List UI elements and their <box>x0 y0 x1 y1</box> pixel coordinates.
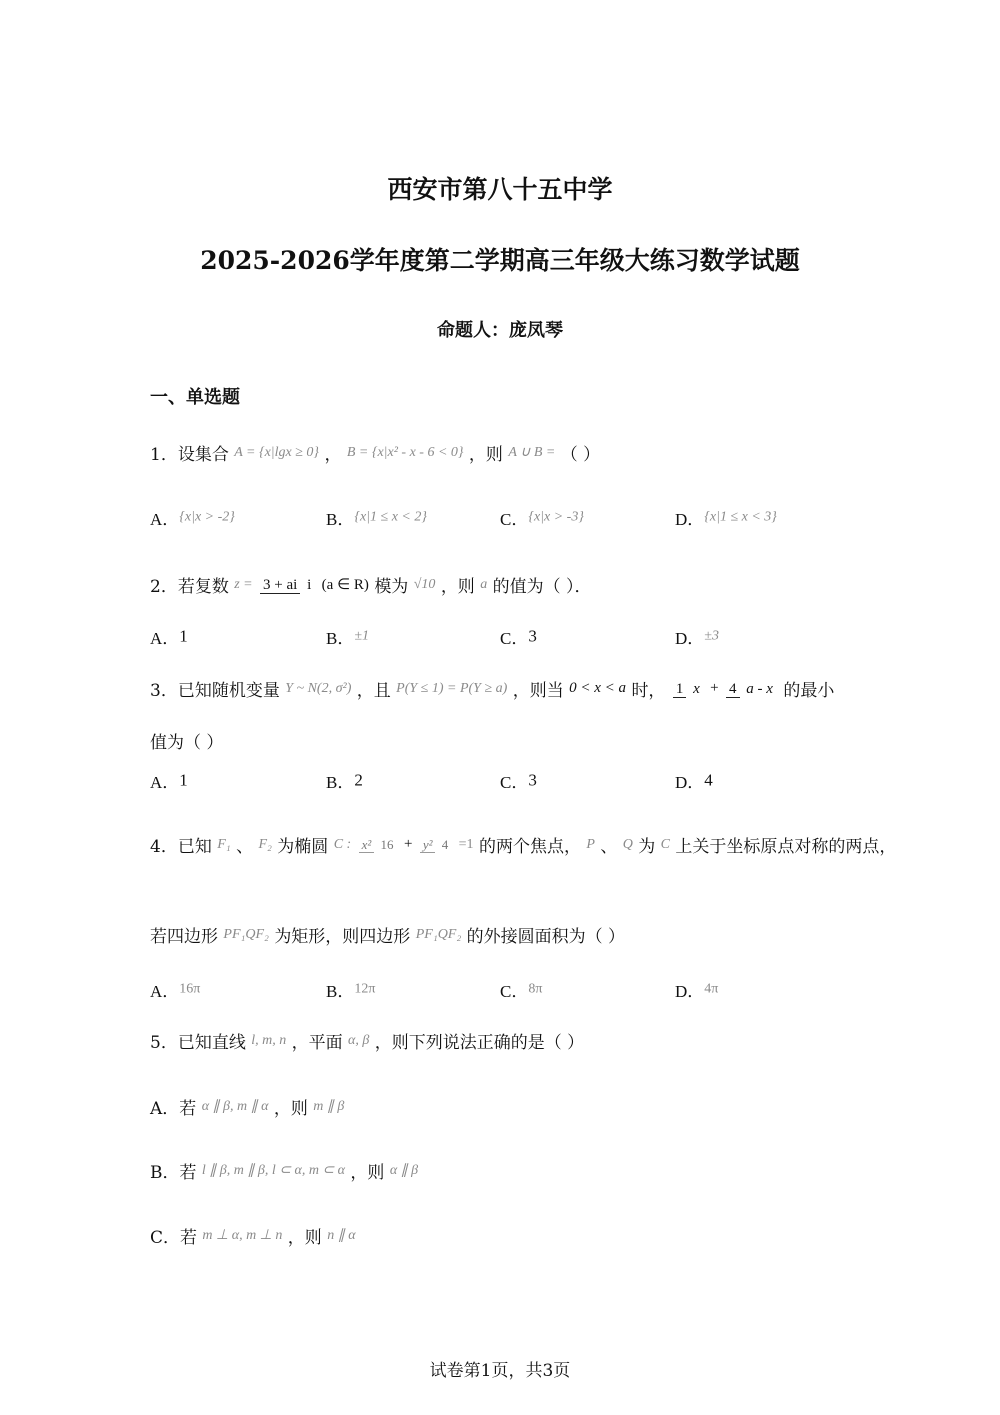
question-3-options <box>150 768 850 808</box>
option-c[interactable]: C．{x|x > -3} <box>500 509 584 529</box>
option-d[interactable]: D．±3 <box>675 628 719 648</box>
page-footer: 试卷第1页，共3页 <box>429 1361 571 1381</box>
question-2-stem: 2．若复数 z = 3 + ai i (a ∈ R) 模为 √10 ，则 a 的值为（ ）． <box>150 576 592 597</box>
fraction-1-over-x: 1 x <box>673 680 703 698</box>
author-line: 命题人：庞凤琴 <box>437 320 563 341</box>
set-a-math: A = {x|lgx ≥ 0} <box>234 444 320 460</box>
ellipse-term-x: x² 16 <box>359 837 397 852</box>
quadrilateral-math: PF₁QF₂ <box>223 926 269 942</box>
question-3-stem-cont: 值为（ ） <box>150 733 224 753</box>
option-b[interactable]: B．2 <box>326 770 363 792</box>
option-a[interactable]: A．1 <box>150 626 188 648</box>
fraction-4-over-a-minus-x: 4 a - x <box>726 680 776 698</box>
question-1-stem: 1．设集合 A = {x|lgx ≥ 0} ， B = {x|x² - x - 6 < 0} ，则 A ∪ B = （ ） <box>150 444 601 465</box>
option-b[interactable]: B．±1 <box>326 628 370 648</box>
option-c[interactable]: C．若 m ⊥ α, m ⊥ n ，则 n ∥ α <box>150 1228 356 1248</box>
union-math: A ∪ B = <box>508 445 556 460</box>
probability-math: P(Y ≤ 1) = P(Y ≥ a) <box>396 680 508 696</box>
ellipse-term-y: y² 4 <box>420 837 451 852</box>
option-d[interactable]: D．{x|1 ≤ x < 3} <box>675 509 777 529</box>
option-b[interactable]: B．{x|1 ≤ x < 2} <box>326 509 427 529</box>
option-d[interactable]: D．4π <box>675 981 719 1001</box>
option-c[interactable]: C．3 <box>500 770 537 792</box>
question-2-options <box>150 624 850 664</box>
question-5-stem: 5．已知直线 l, m, n ，平面 α, β ，则下列说法正确的是（ ） <box>150 1032 585 1053</box>
question-1-options <box>150 505 850 545</box>
option-a[interactable]: A．{x|x > -2} <box>150 509 235 529</box>
option-c[interactable]: C．3 <box>500 626 537 648</box>
option-d[interactable]: D．4 <box>675 770 713 792</box>
option-a[interactable]: A．16π <box>150 981 201 1001</box>
option-b[interactable]: B．若 l ∥ β, m ∥ β, l ⊂ α, m ⊂ α ，则 α ∥ β <box>150 1163 419 1183</box>
option-c[interactable]: C．8π <box>500 981 543 1001</box>
option-a[interactable]: A．1 <box>150 770 188 792</box>
complex-fraction: 3 + ai i <box>260 576 314 594</box>
section-title: 一、单选题 <box>150 387 240 408</box>
question-4-stem-cont: 若四边形 PF₁QF₂ 为矩形，则四边形 PF₁QF₂ 的外接圆面积为（ ） <box>150 926 626 947</box>
set-b-math: B = {x|x² - x - 6 < 0} <box>346 444 464 460</box>
question-4-stem: 4．已知 F₁ 、 F₂ 为椭圆 C : x² 16 + y² 4 =1 的两个焦点， P 、 Q 为 C 上关于坐标原点对称的两点， <box>150 836 897 857</box>
distribution-math: Y ~ N(2, σ²) <box>285 680 352 696</box>
question-4-options <box>150 977 850 1017</box>
sqrt-math: √10 <box>413 576 436 592</box>
question-3-stem: 3．已知随机变量 Y ~ N(2, σ²) ，且 P(Y ≤ 1) = P(Y ≥ a) ，则当 0 < x < a 时， 1 x + 4 a - x 的最小 <box>150 680 835 701</box>
school-name: 西安市第八十五中学 <box>387 175 613 204</box>
option-a[interactable]: A．若 α ∥ β, m ∥ α ，则 m ∥ β <box>150 1099 345 1119</box>
exam-title: 2025-2026学年度第二学期高三年级大练习数学试题 <box>200 246 800 275</box>
option-b[interactable]: B．12π <box>326 981 376 1001</box>
